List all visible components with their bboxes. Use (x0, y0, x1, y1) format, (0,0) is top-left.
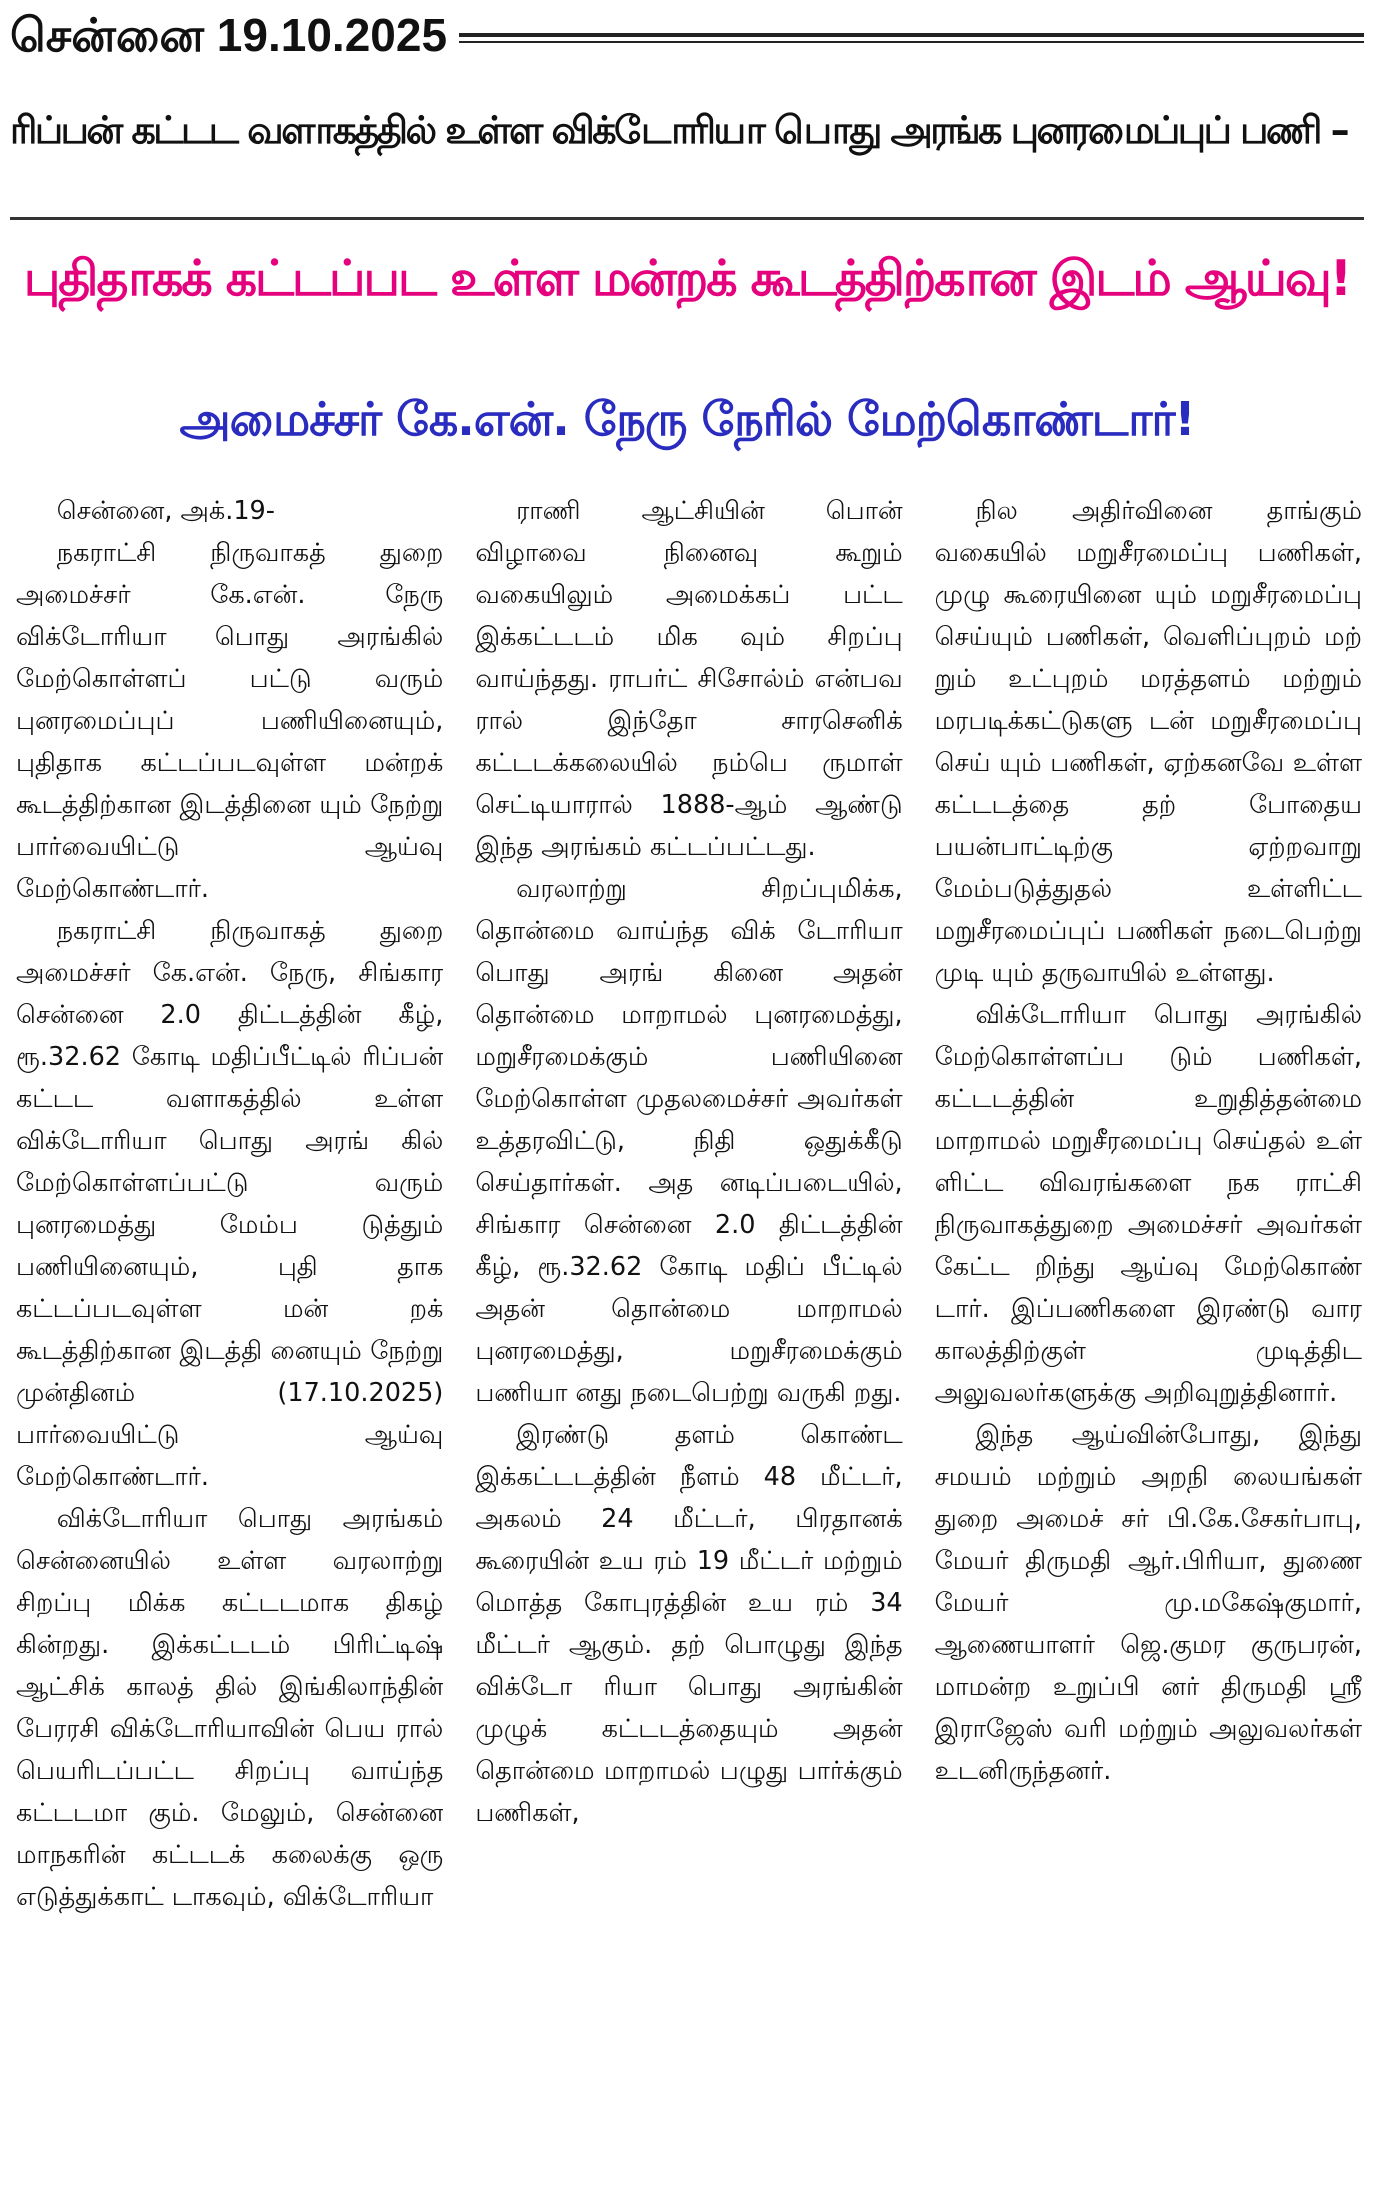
article-column-2 (475, 490, 902, 2190)
header-rule (459, 33, 1364, 43)
article-body (16, 490, 1362, 2190)
main-headline: புதிதாகக் கட்டப்பட உள்ள மன்றக் கூடத்திற்கான இடம் ஆய்வு! (23, 250, 1351, 307)
paragraph: நகராட்சி நிருவாகத் துறை அமைச்சர் கே.என். நேரு, சிங்கார சென்னை 2.0 திட்டத்தின் கீழ், ரூ.32.62 கோடி மதிப்பீட்டில் ரிப்பன் கட்டட வளாகத்தில் உள்ள விக்டோரியா பொது அரங் கில் மேற்கொள்ளப்பட்டு வரும் புனரமைத்து மேம்ப டுத்தும் பணியினையும், புதி தாக கட்டப்படவுள்ள மன் றக் கூடத்திற்கான இடத்தி னையும் நேற்று முன்தினம் (17.10.2025) பார்வையிட்டு ஆய்வு மேற்கொண்டார். (16, 916, 444, 1492)
paragraph: வரலாற்று சிறப்புமிக்க, தொன்மை வாய்ந்த விக் டோரியா பொது அரங் கினை அதன் தொன்மை மாறாமல் புனரமைத்து, மறுசீரமைக்கும் பணியினை மேற்கொள்ள முதலமைச்சர் அவர்கள் உத்தரவிட்டு, நிதி ஒதுக்கீடு செய்தார்கள். அத னடிப்படையில், சிங்கார சென்னை 2.0 திட்டத்தின் கீழ், ரூ.32.62 கோடி மதிப் பீட்டில் அதன் தொன்மை மாறாமல் புனரமைத்து, மறுசீரமைக்கும் பணியா னது நடைபெற்று வருகி றது. (475, 874, 903, 1408)
paragraph: நில அதிர்வினை தாங்கும் வகையில் மறுசீரமைப்பு பணிகள், முழு கூரையினை யும் மறுசீரமைப்பு செய்யும் பணிகள், வெளிப்புறம் மற் றும் உட்புறம் மரத்தளம் மற்றும் மரபடிக்கட்டுகளு டன் மறுசீரமைப்பு செய் யும் பணிகள், ஏற்கனவே உள்ள கட்டடத்தை தற் போதைய பயன்பாட்டிற்கு ஏற்றவாறு மேம்படுத்துதல் உள்ளிட்ட மறுசீரமைப்புப் பணிகள் நடைபெற்று முடி யும் தருவாயில் உள்ளது. (934, 496, 1362, 988)
paragraph: இரண்டு தளம் கொண்ட இக்கட்டடத்தின் நீளம் 48 மீட்டர், அகலம் 24 மீட்டர், பிரதானக் கூரையின் உய ரம் 19 மீட்டர் மற்றும் மொத்த கோபுரத்தின் உய ரம் 34 மீட்டர் ஆகும். தற் பொழுது இந்த விக்டோ ரியா பொது அரங்கின் முழுக் கட்டடத்தையும் அதன் தொன்மை மாறாமல் பழுது பார்க்கும் பணிகள், (475, 1420, 903, 1828)
paragraph: விக்டோரியா பொது அரங்கம் சென்னையில் உள்ள வரலாற்று சிறப்பு மிக்க கட்டடமாக திகழ் கின்றது. இக்கட்டடம் பிரிட்டிஷ் ஆட்சிக் காலத் தில் இங்கிலாந்தின் பேரரசி விக்டோரியாவின் பெய ரால் பெயரிடப்பட்ட சிறப்பு வாய்ந்த கட்டடமா கும். மேலும், சென்னை மாநகரின் கட்டடக் கலைக்கு ஒரு எடுத்துக்காட் டாகவும், விக்டோரியா (16, 1504, 444, 1912)
kicker-headline: ரிப்பன் கட்டட வளாகத்தில் உள்ள விக்டோரியா பொது அரங்க புனரமைப்புப் பணி – (10, 108, 1364, 220)
dateline: சென்னை 19.10.2025 (10, 8, 448, 61)
sub-headline: அமைச்சர் கே.என். நேரு நேரில் மேற்கொண்டார்! (179, 392, 1195, 446)
article-column-3 (935, 490, 1362, 2190)
paragraph: நகராட்சி நிருவாகத் துறை அமைச்சர் கே.என். நேரு விக்டோரியா பொது அரங்கில் மேற்கொள்ளப் பட்டு வரும் புனரமைப்புப் பணியினையும், புதிதாக கட்டப்படவுள்ள மன்றக் கூடத்திற்கான இடத்தினை யும் நேற்று பார்வையிட்டு ஆய்வு மேற்கொண்டார். (16, 538, 444, 904)
article-column-1 (16, 490, 443, 2190)
paragraph: சென்னை, அக்.19- (56, 496, 275, 526)
paragraph: இந்த ஆய்வின்போது, இந்து சமயம் மற்றும் அறநி லையங்கள் துறை அமைச் சர் பி.கே.சேகர்பாபு, மேயர் திருமதி ஆர்.பிரியா, துணை மேயர் மு.மகேஷ்குமார், ஆணையாளர் ஜெ.குமர குருபரன், மாமன்ற உறுப்பி னர் திருமதி ஸ்ரீ இராஜேஸ் வரி மற்றும் அலுவலர்கள் உடனிருந்தனர். (934, 1420, 1362, 1786)
paragraph: விக்டோரியா பொது அரங்கில் மேற்கொள்ளப்ப டும் பணிகள், கட்டடத்தின் உறுதித்தன்மை மாறாமல் மறுசீரமைப்பு செய்தல் உள் ளிட்ட விவரங்களை நக ராட்சி நிருவாகத்துறை அமைச்சர் அவர்கள் கேட்ட றிந்து ஆய்வு மேற்கொண் டார். இப்பணிகளை இரண்டு வார காலத்திற்குள் முடித்திட அலுவலர்களுக்கு அறிவுறுத்தினார். (934, 1000, 1362, 1408)
paragraph: ராணி ஆட்சியின் பொன் விழாவை நினைவு கூறும் வகையிலும் அமைக்கப் பட்ட இக்கட்டடம் மிக வும் சிறப்பு வாய்ந்தது. ராபர்ட் சிசோல்ம் என்பவ ரால் இந்தோ சாரசெனிக் கட்டடக்கலையில் நம்பெ ருமாள் செட்டியாரால் 1888-ஆம் ஆண்டு இந்த அரங்கம் கட்டப்பட்டது. (475, 496, 903, 862)
masthead (10, 8, 1364, 68)
